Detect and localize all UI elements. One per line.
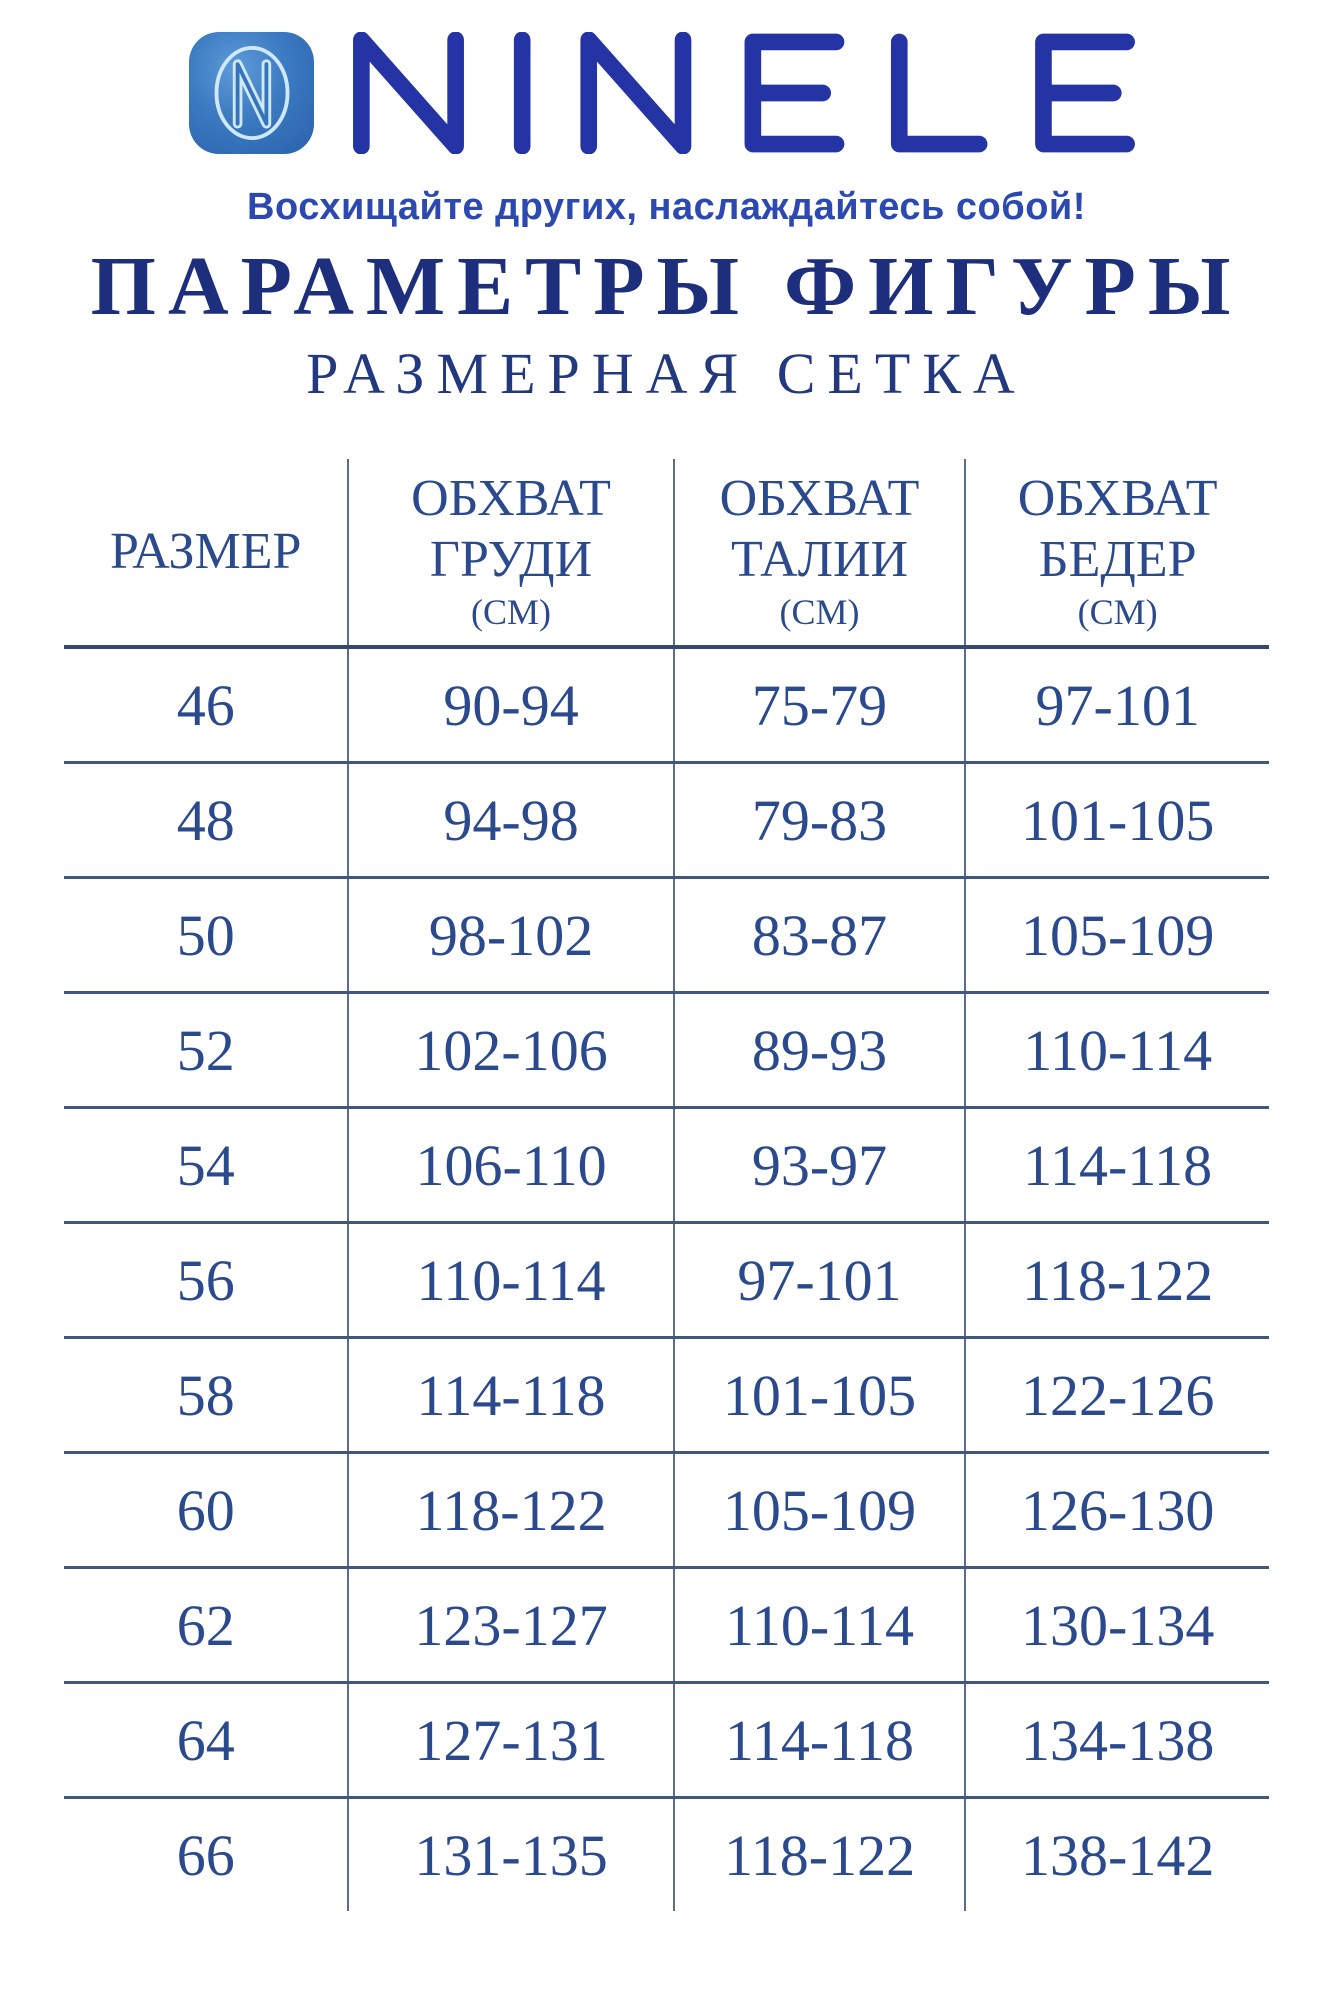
cell-bust: 98-102 [348,878,673,993]
col-header-size-label: РАЗМЕР [109,522,302,580]
cell-hips: 110-114 [965,993,1269,1108]
cell-size: 50 [64,878,348,993]
cell-hips: 118-122 [965,1223,1269,1338]
col-header-hips-line2: БЕДЕР [1038,530,1197,588]
cell-size: 46 [64,647,348,763]
cell-bust: 123-127 [348,1568,673,1683]
cell-bust: 118-122 [348,1453,673,1568]
col-header-hips [965,459,1269,647]
col-header-hips-line1: ОБХВАТ [1017,470,1218,528]
cell-bust: 102-106 [348,993,673,1108]
cell-bust: 106-110 [348,1108,673,1223]
col-header-bust-line1: ОБХВАТ [411,470,611,528]
cell-hips: 105-109 [965,878,1269,993]
table-row [64,878,1269,993]
cell-hips: 134-138 [965,1683,1269,1798]
col-header-waist-unit: (СМ) [779,591,860,632]
logo-n-monogram-icon [204,41,300,145]
page-subtitle: РАЗМЕРНАЯ СЕТКА [306,341,1027,406]
table-row [64,1683,1269,1798]
cell-hips: 114-118 [965,1108,1269,1223]
table-row [64,1338,1269,1453]
cell-waist: 75-79 [674,647,966,763]
cell-size: 60 [64,1453,348,1568]
cell-size: 48 [64,763,348,878]
col-header-bust-line2: ГРУДИ [429,530,593,588]
cell-bust: 110-114 [348,1223,673,1338]
size-table [64,459,1269,1911]
table-row [64,1453,1269,1568]
table-row [64,647,1269,763]
cell-size: 64 [64,1683,348,1798]
table-row [64,993,1269,1108]
table-row [64,1108,1269,1223]
cell-waist: 89-93 [674,993,966,1108]
table-row [64,1568,1269,1683]
cell-size: 66 [64,1798,348,1912]
page-title: ПАРАМЕТРЫ ФИГУРЫ [90,240,1243,333]
cell-waist: 118-122 [674,1798,966,1912]
col-header-hips-unit: (СМ) [1077,591,1158,632]
cell-bust: 94-98 [348,763,673,878]
cell-waist: 105-109 [674,1453,966,1568]
brand-wordmark [344,32,1144,154]
cell-waist: 83-87 [674,878,966,993]
cell-size: 54 [64,1108,348,1223]
cell-bust: 127-131 [348,1683,673,1798]
cell-waist: 93-97 [674,1108,966,1223]
cell-waist: 101-105 [674,1338,966,1453]
col-header-waist-line1: ОБХВАТ [719,470,920,528]
brand-tagline: Восхищайте других, наслаждайтесь собой! [247,186,1086,228]
cell-hips: 126-130 [965,1453,1269,1568]
brand-logo-icon [189,32,314,154]
cell-bust: 114-118 [348,1338,673,1453]
table-row [64,1798,1269,1912]
cell-hips: 138-142 [965,1798,1269,1912]
cell-hips: 101-105 [965,763,1269,878]
cell-size: 56 [64,1223,348,1338]
col-header-bust [348,459,673,647]
cell-waist: 110-114 [674,1568,966,1683]
table-row [64,1223,1269,1338]
col-header-waist [674,459,966,647]
brand-name [344,154,345,155]
col-header-size [64,459,348,647]
col-header-bust-unit: (СМ) [471,591,552,632]
col-header-waist-line2: ТАЛИИ [730,530,909,588]
cell-hips: 122-126 [965,1338,1269,1453]
cell-size: 58 [64,1338,348,1453]
cell-waist: 114-118 [674,1683,966,1798]
table-row [64,763,1269,878]
cell-bust: 131-135 [348,1798,673,1912]
table-header-row [64,459,1269,647]
cell-hips: 130-134 [965,1568,1269,1683]
cell-waist: 97-101 [674,1223,966,1338]
cell-bust: 90-94 [348,647,673,763]
cell-size: 52 [64,993,348,1108]
cell-size: 62 [64,1568,348,1683]
brand-header [0,0,1333,154]
cell-waist: 79-83 [674,763,966,878]
cell-hips: 97-101 [965,647,1269,763]
